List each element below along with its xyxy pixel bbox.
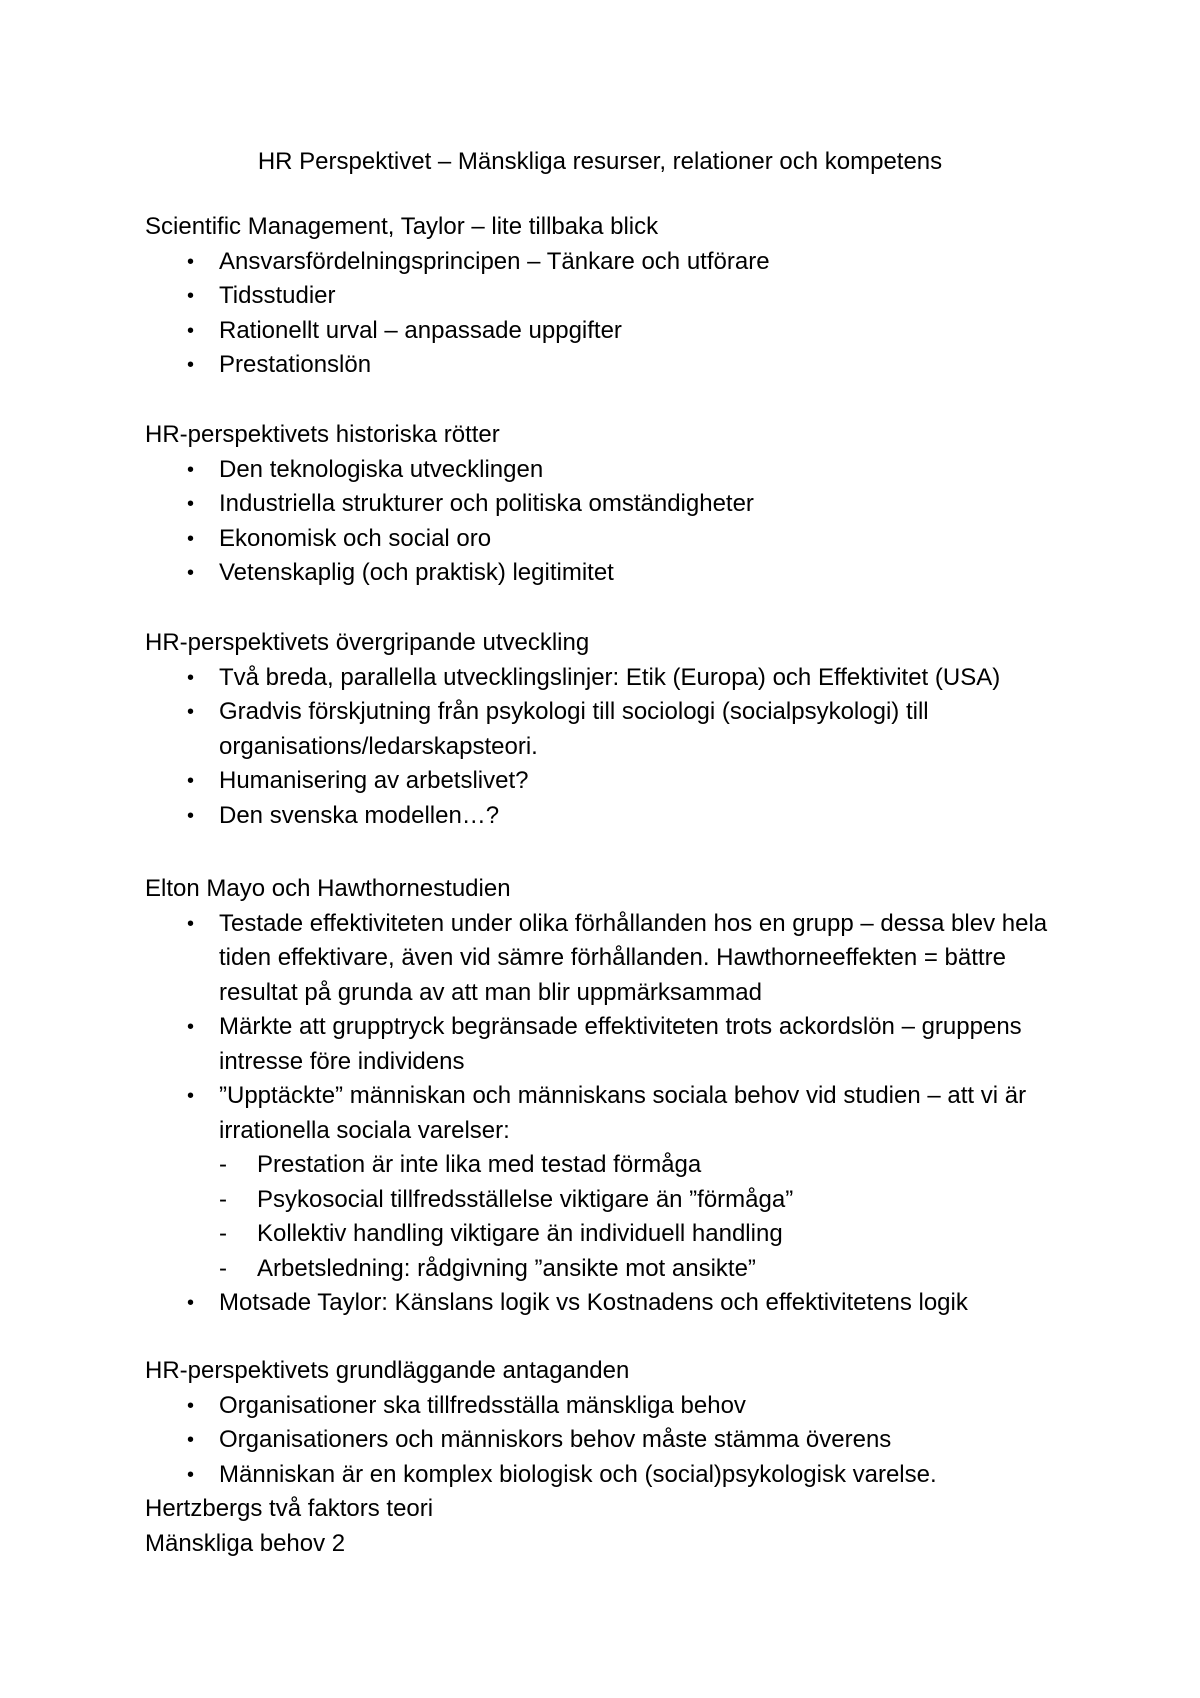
list-item: • Vetenskaplig (och praktisk) legitimitet (145, 556, 1085, 591)
section-heading: HR-perspektivets grundläggande antaganden (145, 1357, 630, 1384)
list-item: • Den teknologiska utvecklingen (145, 453, 1085, 488)
section-overall-development (145, 626, 1085, 833)
bullet-list (145, 661, 1085, 834)
bullet-icon: • (187, 804, 195, 827)
bullet-icon: • (187, 319, 195, 342)
bullet-icon: • (187, 458, 195, 481)
section-elton-mayo (145, 872, 1085, 1321)
list-item: • Tidsstudier (145, 279, 1085, 314)
dash-icon: - (219, 1151, 227, 1178)
bullet-icon: • (187, 493, 195, 515)
list-item: • Två breda, parallella utvecklingslinjer: Etik (Europa) och Effektivitet (USA) (145, 661, 1085, 696)
bullet-icon: • (187, 1463, 195, 1486)
list-item: • Industriella strukturer och politiska omständigheter (145, 487, 1085, 522)
bullet-icon: • (187, 1394, 195, 1417)
list-item: • Gradvis förskjutning från psykologi till sociologi (socialpsykologi) till organisations/ledarskapsteori. (145, 695, 1085, 764)
sub-list-item: - Psykosocial tillfredsställelse viktigare än ”förmåga” (219, 1183, 1085, 1218)
list-item: • Testade effektiviteten under olika förhållanden hos en grupp – dessa blev hela tiden effektivare, även vid sämre förhållanden. Hawthorneeffekten = bättre resultat på grunda av att man blir uppmärksammad (145, 907, 1085, 1011)
bullet-icon: • (187, 912, 195, 935)
section-heading: HR-perspektivets historiska rötter (145, 421, 500, 448)
bullet-icon: • (187, 1085, 195, 1107)
footer-line: Hertzbergs två faktors teori (145, 1495, 434, 1522)
list-item: • Märkte att grupptryck begränsade effektiviteten trots ackordslön – gruppens intresse före individens (145, 1010, 1085, 1079)
footer-line: Mänskliga behov 2 (145, 1529, 346, 1557)
section-heading: Elton Mayo och Hawthornestudien (145, 875, 511, 902)
bullet-icon: • (187, 250, 195, 273)
list-item: • Ansvarsfördelningsprincipen – Tänkare och utförare (145, 245, 1085, 280)
document-title: HR Perspektivet – Mänskliga resurser, relationer och kompetens (257, 148, 943, 175)
bullet-list (145, 907, 1085, 1321)
sub-list-item: - Kollektiv handling viktigare än individuell handling (219, 1217, 1085, 1252)
list-item: • Motsade Taylor: Känslans logik vs Kostnadens och effektivitetens logik (145, 1286, 1085, 1321)
bullet-icon: • (187, 562, 195, 584)
dash-list (219, 1148, 1085, 1286)
bullet-icon: • (187, 666, 195, 689)
bullet-icon: • (187, 770, 195, 792)
dash-icon: - (219, 1185, 227, 1213)
bullet-icon: • (187, 1292, 195, 1314)
list-item: • Människan är en komplex biologisk och (social)psykologisk varelse. (145, 1458, 1085, 1493)
dash-icon: - (219, 1254, 227, 1282)
section-heading: Scientific Management, Taylor – lite tillbaka blick (145, 213, 659, 240)
list-item: • ”Upptäckte” människan och människans sociala behov vid studien – att vi är irrationella sociala varelser: - Prestation är inte lika med testad förmåga - Psykosocial tillfredsställelse viktigare än ”förmåga” - Kollektiv handling viktigare än individuell handling - Arbetsledning: rådgivning ”ansikte mot ansikte” (145, 1079, 1085, 1286)
list-item: • Organisationers och människors behov måste stämma överens (145, 1423, 1085, 1458)
bullet-list (145, 1389, 1085, 1493)
sub-list-item: - Arbetsledning: rådgivning ”ansikte mot ansikte” (219, 1252, 1085, 1287)
bullet-list (145, 453, 1085, 591)
bullet-icon: • (187, 701, 195, 723)
list-item: • Ekonomisk och social oro (145, 522, 1085, 557)
bullet-icon: • (187, 285, 195, 307)
section-scientific-management (145, 210, 1085, 383)
bullet-list (145, 245, 1085, 383)
bullet-icon: • (187, 1016, 195, 1038)
bullet-icon: • (187, 1429, 195, 1451)
section-basic-assumptions (145, 1354, 1085, 1561)
dash-icon: - (219, 1220, 227, 1247)
sub-list-item: - Prestation är inte lika med testad förmåga (219, 1148, 1085, 1183)
section-historical-roots (145, 418, 1085, 591)
list-item: • Den svenska modellen…? (145, 799, 1085, 834)
list-item: • Organisationer ska tillfredsställa mänskliga behov (145, 1389, 1085, 1424)
list-item: • Rationellt urval – anpassade uppgifter (145, 314, 1085, 349)
bullet-icon: • (187, 527, 195, 550)
list-item: • Prestationslön (145, 348, 1085, 383)
list-item: • Humanisering av arbetslivet? (145, 764, 1085, 799)
section-heading: HR-perspektivets övergripande utveckling (145, 629, 590, 656)
bullet-icon: • (187, 354, 195, 376)
